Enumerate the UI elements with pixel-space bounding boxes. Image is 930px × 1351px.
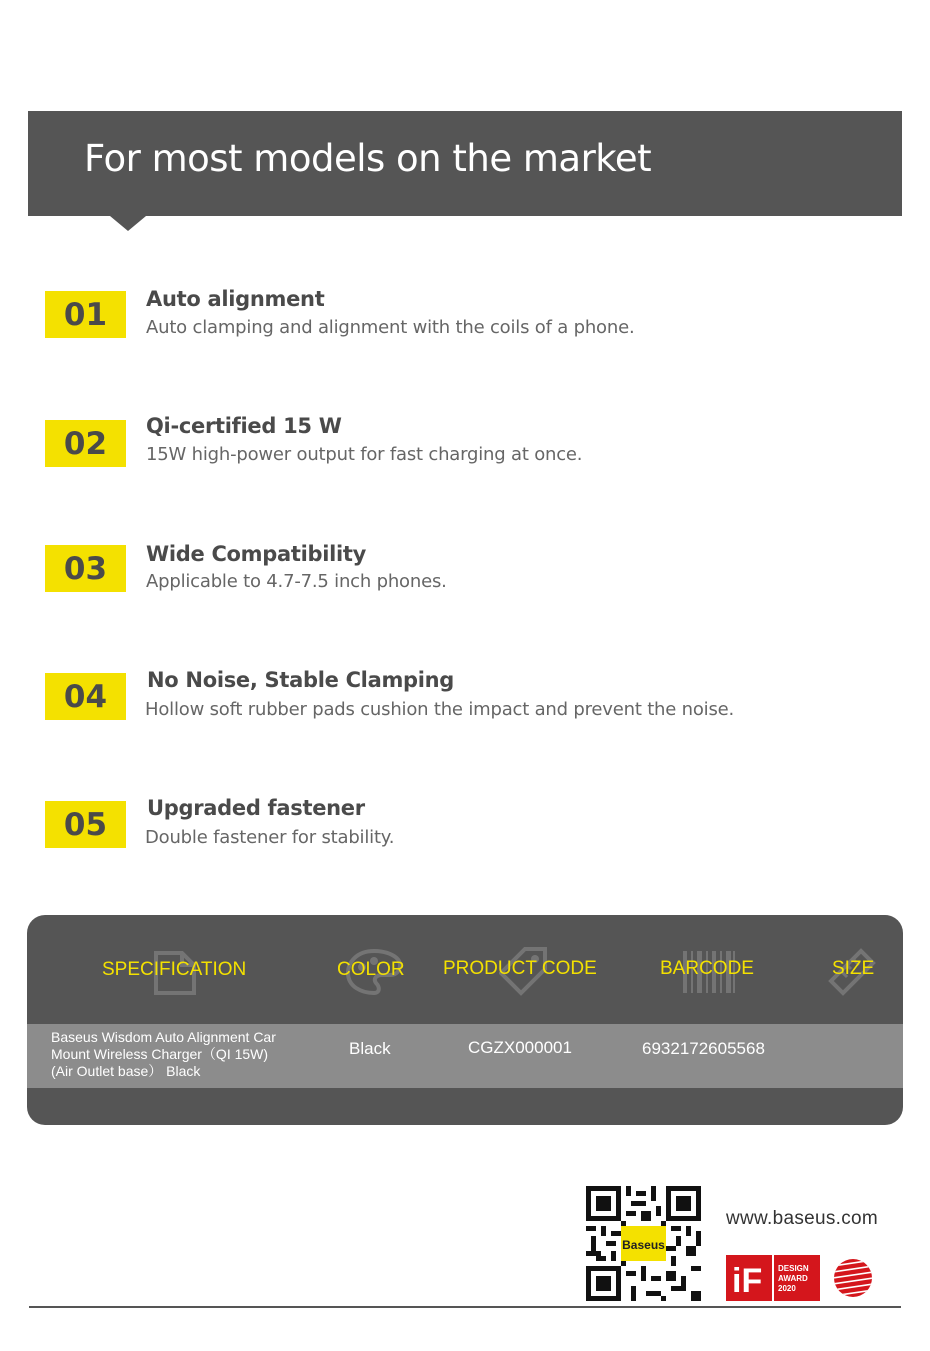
award-line: 2020 [778,1284,796,1293]
cell-product-code: CGZX000001 [468,1038,572,1057]
design-award-badge [774,1255,820,1301]
if-logo-mark [726,1255,772,1301]
qr-logo: Baseus [622,1238,665,1252]
website-link[interactable]: www.baseus.com [726,1208,879,1229]
banner-pointer [110,216,146,231]
feature-number: 04 [63,679,108,715]
feature-title: Upgraded fastener [147,796,365,820]
cell-barcode: 6932172605568 [642,1039,765,1058]
feature-item [0,542,930,612]
feature-title: Auto alignment [146,287,325,311]
feature-number-badge [45,801,126,848]
specification-line: (Air Outlet base） Black [51,1063,201,1079]
feature-number-badge [45,545,126,592]
feature-number: 05 [63,807,108,843]
feature-item [0,668,930,738]
feature-description: Hollow soft rubber pads cushion the impact and prevent the noise. [145,699,735,720]
column-header-specification: SPECIFICATION [102,959,247,980]
feature-item [0,796,930,866]
feature-number: 01 [63,297,108,333]
column-header-product-code: PRODUCT CODE [443,958,597,979]
feature-number-badge [45,420,126,467]
cell-specification [51,1029,276,1080]
specification-table [27,915,903,1125]
reddot-award-icon [833,1258,873,1298]
feature-description: Applicable to 4.7-7.5 inch phones. [146,571,447,592]
feature-title: Wide Compatibility [146,542,367,566]
feature-title: No Noise, Stable Clamping [147,668,455,692]
if-logo-text: iF [732,1262,763,1300]
feature-number: 02 [63,426,108,462]
page-title: For most models on the market [84,137,652,180]
feature-description: Double fastener for stability. [145,827,395,848]
column-header-size: SIZE [832,958,875,979]
feature-description: Auto clamping and alignment with the coils of a phone. [146,317,635,338]
feature-number-badge [45,291,126,338]
qr-code [586,1186,701,1301]
feature-title: Qi-certified 15 W [146,414,342,438]
feature-number-badge [45,673,126,720]
cell-color: Black [349,1039,391,1058]
award-line: AWARD [778,1274,808,1283]
feature-description: 15W high-power output for fast charging at once. [146,444,583,465]
feature-item [0,287,930,357]
column-header-color: COLOR [337,959,405,980]
column-header-barcode: BARCODE [660,958,754,979]
header-banner [28,111,902,216]
award-line: DESIGN [778,1264,809,1273]
feature-number: 03 [63,551,108,587]
specification-line: Baseus Wisdom Auto Alignment Car [51,1029,276,1045]
footer-divider [29,1306,901,1308]
feature-item [0,414,930,484]
if-logo [726,1255,772,1301]
table-row [27,1024,903,1088]
specification-line: Mount Wireless Charger（QI 15W) [51,1046,269,1062]
